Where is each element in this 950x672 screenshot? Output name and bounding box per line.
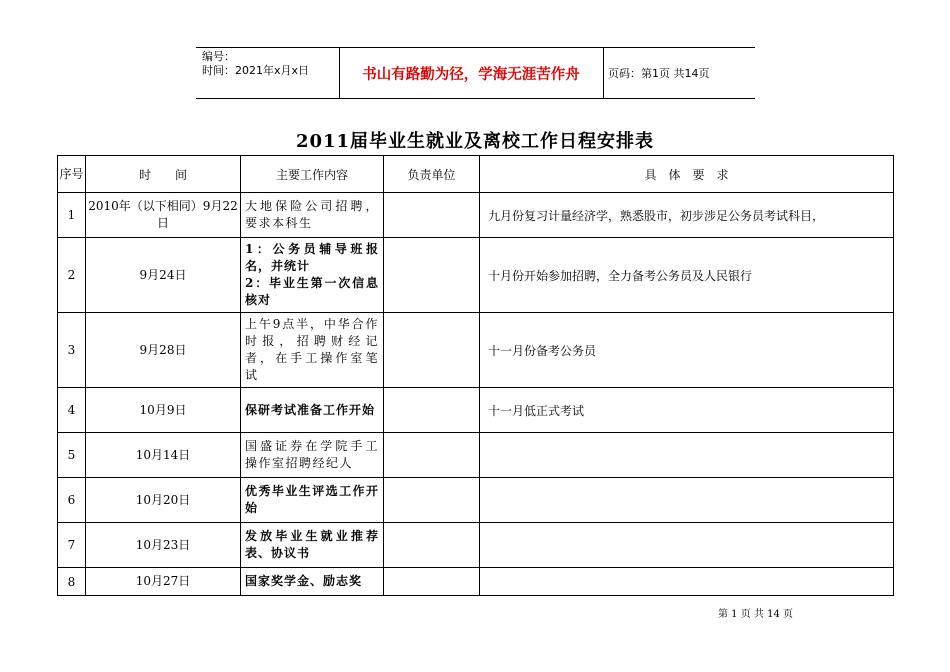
header-no: 序号 — [58, 156, 86, 193]
row-time: 9月24日 — [86, 238, 241, 313]
document-header — [196, 47, 755, 99]
row-no: 2 — [58, 238, 86, 313]
row-unit — [384, 523, 480, 568]
table-row — [58, 433, 894, 478]
page-footer: 第 1 页 共 14 页 — [718, 609, 793, 620]
table-row — [58, 238, 894, 313]
row-time: 10月27日 — [86, 568, 241, 596]
header-requirements: 具 体 要 求 — [480, 156, 894, 193]
header-page-info: 页码：第1页 共14页 — [608, 67, 710, 80]
row-no: 4 — [58, 388, 86, 433]
header-unit: 负责单位 — [384, 156, 480, 193]
row-work: 大地保险公司招聘，要求本科生 — [241, 193, 384, 238]
header-divider — [603, 48, 604, 98]
row-work: 优秀毕业生评选工作开始 — [241, 478, 384, 523]
row-unit — [384, 388, 480, 433]
table-row — [58, 478, 894, 523]
row-no: 6 — [58, 478, 86, 523]
row-requirements — [480, 568, 894, 596]
schedule-table — [57, 155, 894, 596]
row-no: 3 — [58, 313, 86, 388]
row-time: 10月23日 — [86, 523, 241, 568]
row-time: 10月9日 — [86, 388, 241, 433]
row-no: 1 — [58, 193, 86, 238]
table-row — [58, 193, 894, 238]
table-row — [58, 388, 894, 433]
row-time: 10月14日 — [86, 433, 241, 478]
header-work: 主要工作内容 — [241, 156, 384, 193]
row-work: 上午9点半，中华合作时报，招聘财经记者，在手工操作室笔试 — [241, 313, 384, 388]
row-unit — [384, 313, 480, 388]
table-row — [58, 523, 894, 568]
row-work: 国盛证券在学院手工操作室招聘经纪人 — [241, 433, 384, 478]
row-requirements: 十月份开始参加招聘，全力备考公务员及人民银行 — [480, 238, 894, 313]
row-work: 国家奖学金、励志奖 — [241, 568, 384, 596]
row-requirements — [480, 478, 894, 523]
row-unit — [384, 193, 480, 238]
row-work: 保研考试准备工作开始 — [241, 388, 384, 433]
row-requirements — [480, 433, 894, 478]
time-label: 时间：2021年x月x日 — [202, 64, 310, 77]
row-unit — [384, 238, 480, 313]
row-no: 7 — [58, 523, 86, 568]
number-label: 编号： — [202, 50, 235, 63]
row-requirements: 九月份复习计量经济学，熟悉股市，初步涉足公务员考试科目， — [480, 193, 894, 238]
table-row — [58, 568, 894, 596]
row-no: 8 — [58, 568, 86, 596]
table-row — [58, 313, 894, 388]
row-requirements — [480, 523, 894, 568]
row-unit — [384, 478, 480, 523]
row-requirements: 十一月低正式考试 — [480, 388, 894, 433]
row-requirements: 十一月份备考公务员 — [480, 313, 894, 388]
row-unit — [384, 433, 480, 478]
header-left — [202, 50, 309, 78]
row-no: 5 — [58, 433, 86, 478]
header-motto: 书山有路勤为径，学海无涯苦作舟 — [362, 66, 580, 83]
row-work: 1：公务员辅导班报名，并统计 2：毕业生第一次信息核对 — [241, 238, 384, 313]
row-unit — [384, 568, 480, 596]
row-time: 10月20日 — [86, 478, 241, 523]
header-time: 时 间 — [86, 156, 241, 193]
row-work: 发放毕业生就业推荐表、协议书 — [241, 523, 384, 568]
document-title: 2011届毕业生就业及离校工作日程安排表 — [295, 131, 655, 152]
table-header-row — [58, 156, 894, 193]
row-time: 2010年（以下相同）9月22日 — [86, 193, 241, 238]
row-time: 9月28日 — [86, 313, 241, 388]
